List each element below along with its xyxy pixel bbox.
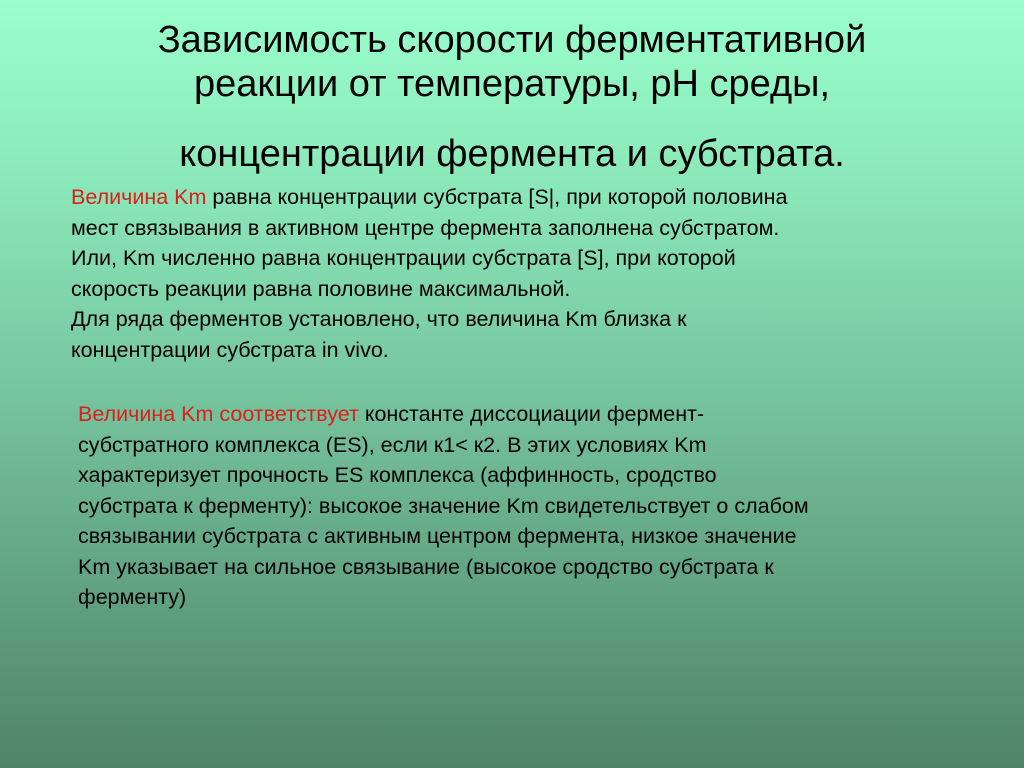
slide-title-line-1: Зависимость скорости ферментативной: [157, 19, 867, 61]
slide-title-line-3: концентрации фермента и субстрата.: [179, 133, 845, 175]
paragraph-text: константе диссоциации фермент-: [358, 402, 705, 426]
paragraph-line: субстрата к ферменту): высокое значение Km свидетельствует о слабом: [78, 493, 809, 518]
paragraph-line: концентрации субстрата in vivo.: [71, 337, 389, 362]
paragraph-line: [78, 399, 978, 430]
paragraph-line: ферменту): [78, 585, 187, 609]
paragraph-line: Для ряда ферментов установлено, что величина Km близка к: [71, 307, 687, 331]
km-term-highlight: Величина Km: [71, 185, 207, 209]
paragraph-line: субстратного комплекса (ES), если к1< к2. В этих условиях Km: [78, 432, 707, 457]
paragraph-line: скорость реакции равна половине максимальной.: [71, 276, 571, 301]
paragraph-text: равна концентрации субстрата [S|, при которой половина: [206, 185, 788, 209]
paragraph-line: связывании субстрата с активным центром фермента, низкое значение: [78, 524, 797, 548]
km-term-highlight: Величина Km соответствует: [78, 402, 359, 426]
paragraph-line: Km указывает на сильное связывание (высокое сродство субстрата к: [78, 554, 774, 579]
km-definition-paragraph: [71, 182, 971, 365]
slide-title-line-2: реакции от температуры, pH среды,: [193, 63, 831, 105]
paragraph-line: мест связывания в активном центре фермента заполнена субстратом.: [71, 215, 780, 240]
paragraph-line: [71, 182, 971, 213]
paragraph-line: характеризует прочность ES комплекса (аффинность, сродство: [78, 463, 717, 487]
paragraph-line: Или, Km численно равна концентрации субстрата [S], при которой: [71, 246, 736, 270]
km-dissociation-paragraph: [78, 399, 978, 613]
